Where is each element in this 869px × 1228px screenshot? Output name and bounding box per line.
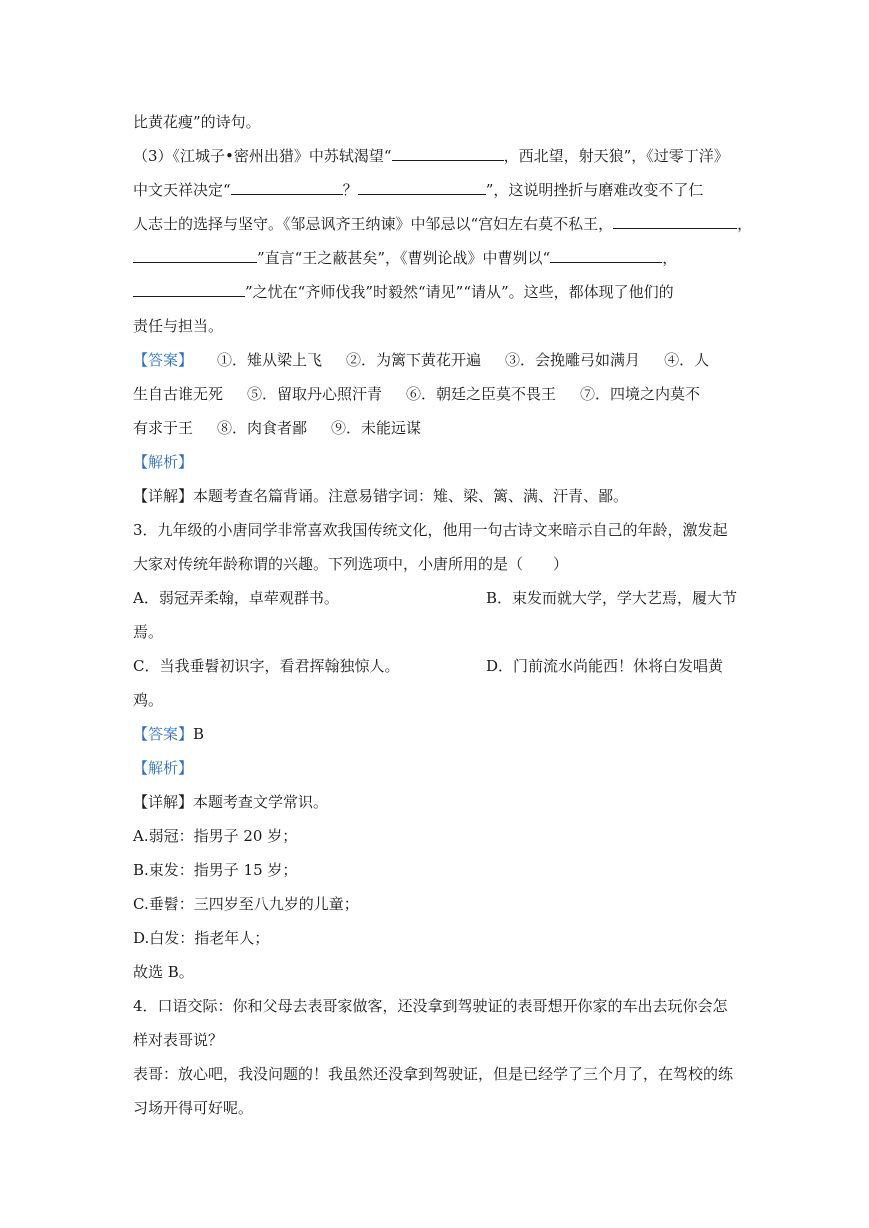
answer-label: 【答案】 [133,725,194,743]
answer-blank[interactable] [133,282,245,297]
option-c[interactable]: C．当我垂髫初识字，看君挥翰独惊人。 [133,657,400,675]
analysis-label: 【解析】 [133,453,194,471]
detail-line: 【详解】本题考查名篇背诵。注意易错字词：雉、梁、篱、满、汗青、鄙。 [133,487,629,505]
text-line: 样对表哥说？ [133,1031,224,1049]
text-line: 习场开得可好呢。 [133,1099,254,1117]
text-line: ”之忧在“齐师伐我”时毅然“请见”“请从”。这些，都体现了他们的 [133,282,674,302]
answer-line: 【答案】 ①．雉从梁上飞 ②．为篱下黄花开遍 ③．会挽雕弓如满月 ④．人 [133,351,710,369]
answer-blank[interactable] [550,248,662,263]
detail-line: B.束发：指男子 15 岁； [133,861,298,879]
answer-blank[interactable] [133,248,257,263]
answer-blank[interactable] [613,214,737,229]
detail-line: D.白发：指老年人； [133,929,270,947]
option-d[interactable]: D．门前流水尚能西！休将白发唱黄 [486,657,724,675]
answer-line [133,724,204,744]
detail-line: 故选 B。 [133,963,194,981]
text-line: ”直言“王之蔽甚矣”，《曹刿论战》中曹刿以“ ， [133,248,677,268]
answer-blank[interactable] [392,146,504,161]
detail-line: 【详解】本题考查文学常识。 [133,793,329,811]
text-line: 责任与担当。 [133,317,224,335]
detail-line: A.弱冠：指男子 20 岁； [133,827,298,845]
option-b-continued: 焉。 [133,623,164,641]
option-b[interactable]: B．束发而就大学，学大艺焉，履大节 [486,589,738,607]
text-line: 中文天祥决定“ ？ ”，这说明挫折与磨难改变不了仁 [133,181,704,199]
answer-label: 【答案】 [133,351,194,369]
text-line: 大家对传统年龄称谓的兴趣。下列选项中，小唐所用的是（ ） [133,555,569,573]
option-a[interactable]: A．弱冠弄柔翰，卓荦观群书。 [133,589,339,607]
detail-line: C.垂髫：三四岁至八九岁的儿童； [133,895,359,913]
answer-blank[interactable] [358,180,486,195]
answer-value: B [193,725,205,743]
answer-line: 生自古谁无死 ⑤．留取丹心照汗青 ⑥．朝廷之臣莫不畏王 ⑦．四境之内莫不 [133,385,701,403]
answer-blank[interactable] [231,180,343,195]
text-line: 表哥：放心吧，我没问题的！我虽然还没拿到驾驶证，但是已经学了三个月了，在驾校的练 [133,1065,734,1083]
text-line: 人志士的选择与坚守。《邹忌讽齐王纳谏》中邹忌以“宫妇左右莫不私王， ， [133,215,753,233]
text-line: 比黄花瘦”的诗句。 [133,113,261,131]
question-3-line: （3）《江城子•密州出猎》中苏轼渴望“ ，西北望，射天狼”，《过零丁洋》 [133,147,729,165]
question-5-stem: 4．口语交际：你和父母去表哥家做客，还没拿到驾驶证的表哥想开你家的车出去玩你会怎 [133,997,728,1015]
answer-line: 有求于王 ⑧．肉食者鄙 ⑨．未能远谋 [133,419,422,437]
analysis-label: 【解析】 [133,759,194,777]
option-d-continued: 鸡。 [133,691,164,709]
question-4-stem: 3．九年级的小唐同学非常喜欢我国传统文化，他用一句古诗文来暗示自己的年龄，激发起 [133,521,728,539]
